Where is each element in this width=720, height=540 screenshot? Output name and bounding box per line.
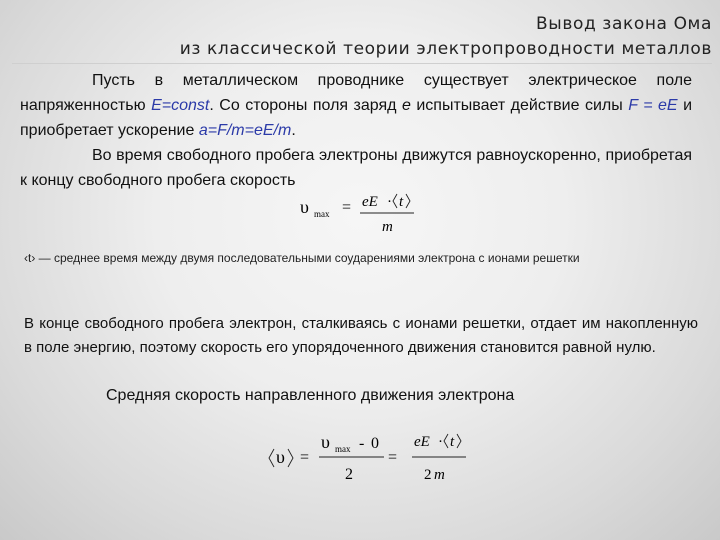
formula1-right-angle <box>406 194 410 208</box>
charge-symbol: e <box>401 97 411 114</box>
formula1-denominator: m <box>382 219 393 235</box>
force-expression: F = eE <box>628 97 678 114</box>
formula1-equals: = <box>342 199 352 216</box>
p1-text-5: . <box>291 122 296 139</box>
p1-text-3: испытывает действие силы <box>410 97 629 114</box>
formula2-num1-zero: 0 <box>371 435 379 452</box>
formula2-num2-right-angle <box>457 434 461 448</box>
formula1-num-t: t <box>399 194 404 210</box>
section-heading-mean-velocity: Средняя скорость направленного движения электрона <box>106 387 515 404</box>
formula2-den2-two: 2 <box>424 467 432 483</box>
formula2-num1-subscript: max <box>335 444 351 454</box>
formula2-num1-minus: - <box>359 435 365 452</box>
title-line-2: из классической теории электропроводности металлов <box>179 39 712 59</box>
p1-text-4: и приобретает ускорение <box>20 97 693 139</box>
formula2-num2-dot: · <box>438 434 443 450</box>
formula-mean-velocity <box>266 428 506 498</box>
formula2-num1-symbol: υ <box>321 432 330 452</box>
title-line-1: Вывод закона Ома <box>536 14 712 34</box>
paragraph-energy-loss: В конце свободного пробега электрон, сталкиваясь с ионами решетки, отдает им накопленную в поле энергию, поэтому скорость его упорядоченного движения становится равной нулю. <box>24 315 698 356</box>
p1-text-2: . Со стороны поля заряд <box>209 97 402 114</box>
formula2-lhs-symbol: υ <box>276 447 285 467</box>
formula1-lhs-symbol: υ <box>300 197 309 217</box>
formula2-lhs-left-angle <box>269 449 274 467</box>
formula2-equals-1: = <box>300 449 310 466</box>
formula1-lhs-subscript: max <box>314 209 330 219</box>
formula2-num2-left-angle <box>444 434 448 448</box>
formula1-left-angle <box>393 194 397 208</box>
formula2-num2-t: t <box>450 434 455 450</box>
formula2-den2-m: m <box>434 467 445 483</box>
formula-max-velocity <box>298 190 438 240</box>
main-text <box>20 68 692 193</box>
paragraph-electric-field <box>20 68 692 143</box>
slide-title <box>180 12 712 63</box>
formula1-num-eE: eE <box>362 194 378 210</box>
formula2-num2-eE: eE <box>414 434 430 450</box>
acceleration-expression: a=F/m=eE/m <box>198 122 292 139</box>
mean-time-symbol: ‹t› <box>24 251 36 265</box>
formula2-lhs-right-angle <box>288 449 293 467</box>
formula1-num-dot: · <box>387 194 392 210</box>
title-divider <box>12 63 712 64</box>
mean-time-text: — среднее время между двумя последовательными соударениями электрона с ионами решетки <box>35 251 580 265</box>
formula2-equals-2: = <box>388 449 398 466</box>
paragraph-free-path: Во время свободного пробега электроны движутся равноускоренно, приобретая к концу свободного пробега скорость <box>20 147 692 189</box>
mean-time-note <box>24 248 664 268</box>
formula2-den1: 2 <box>345 466 353 483</box>
field-expression: E=const <box>151 97 210 114</box>
p1-text-1: Пусть в металлическом проводнике существует электрическое поле напряженностью <box>20 72 692 114</box>
